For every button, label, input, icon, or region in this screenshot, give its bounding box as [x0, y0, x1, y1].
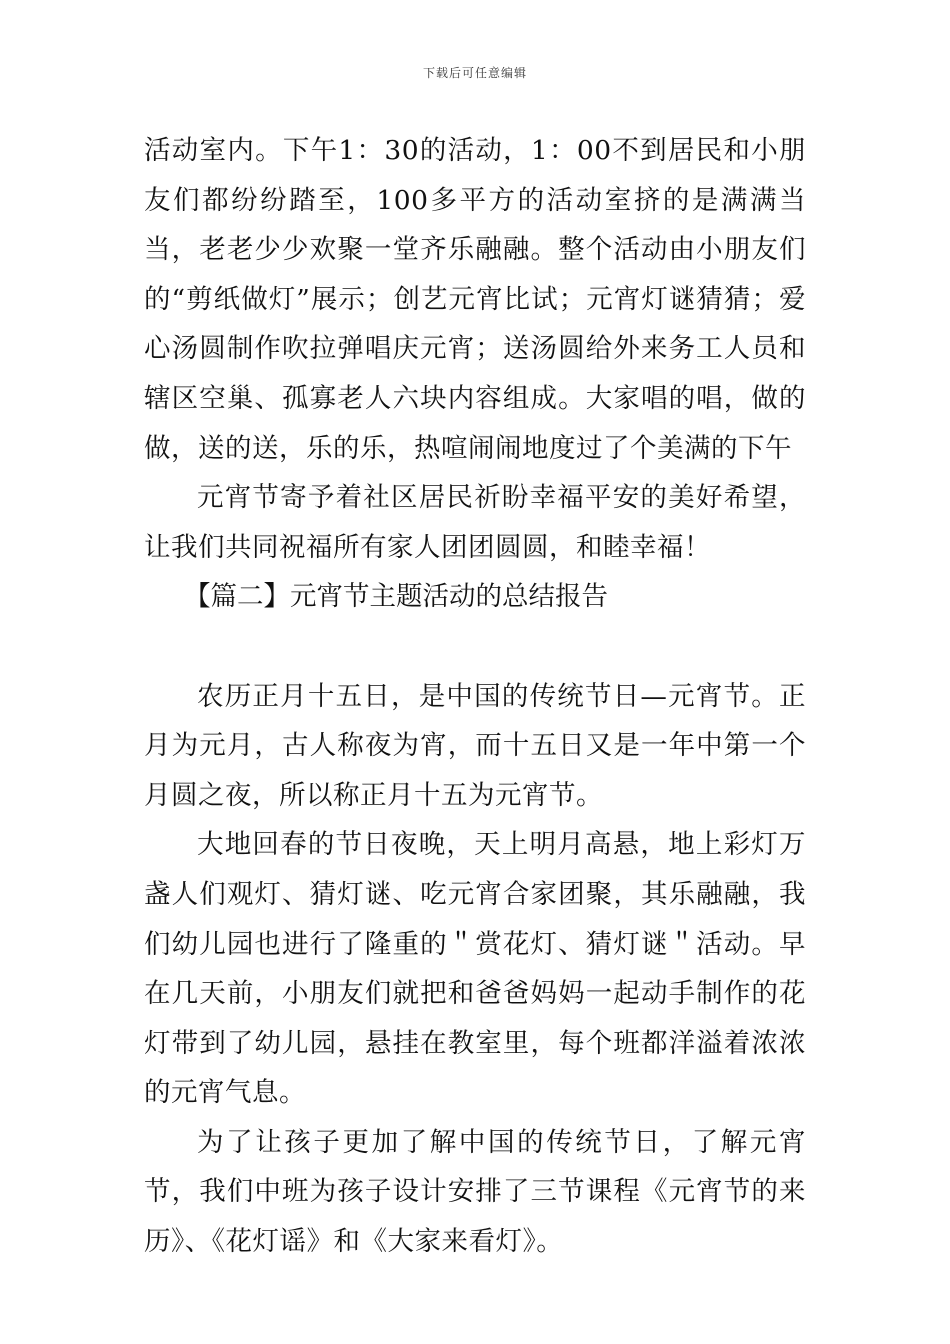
- paragraph-lantern-wishes: 元宵节寄予着社区居民祈盼幸福平安的美好希望，让我们共同祝福所有家人团团圆圆，和睦幸福！: [144, 482, 806, 563]
- page-header: 下载后可任意编辑: [422, 66, 527, 80]
- document-body: [144, 126, 806, 1267]
- paragraph-festival-intro: 农历正月十五日，是中国的传统节日—元宵节。正月为元月，古人称夜为宵，而十五日又是一年中第一个月圆之夜，所以称正月十五为元宵节。: [144, 680, 806, 811]
- paragraph-lantern-activity: 大地回春的节日夜晚，天上明月高悬，地上彩灯万盏人们观灯、猜灯谜、吃元宵合家团聚，其乐融融，我们幼儿园也进行了隆重的＂赏花灯、猜灯谜＂活动。早在几天前，小朋友们就把和爸爸妈妈一起动手制作的花灯带到了幼儿园，悬挂在教室里，每个班都洋溢着浓浓的元宵气息。: [144, 829, 806, 1109]
- paragraph-curriculum: 为了让孩子更加了解中国的传统节日，了解元宵节，我们中班为孩子设计安排了三节课程《元宵节的来历》、《花灯谣》和《大家来看灯》。: [144, 1126, 806, 1258]
- section-heading: 【篇二】元宵节主题活动的总结报告: [184, 581, 608, 613]
- section-spacer: [144, 622, 806, 672]
- paragraph-activity-room: 活动室内。下午1：30的活动，1：00不到居民和小朋友们都纷纷踏至，100多平方的活动室挤的是满满当当，老老少少欢聚一堂齐乐融融。整个活动由小朋友们的“剪纸做灯”展示；创艺元宵比试；元宵灯谜猜猜；爱心汤圆制作吹拉弹唱庆元宵；送汤圆给外来务工人员和辖区空巢、孤寡老人六块内容组成。大家唱的唱，做的做，送的送，乐的乐，热喧闹闹地度过了个美满的下午: [144, 135, 806, 464]
